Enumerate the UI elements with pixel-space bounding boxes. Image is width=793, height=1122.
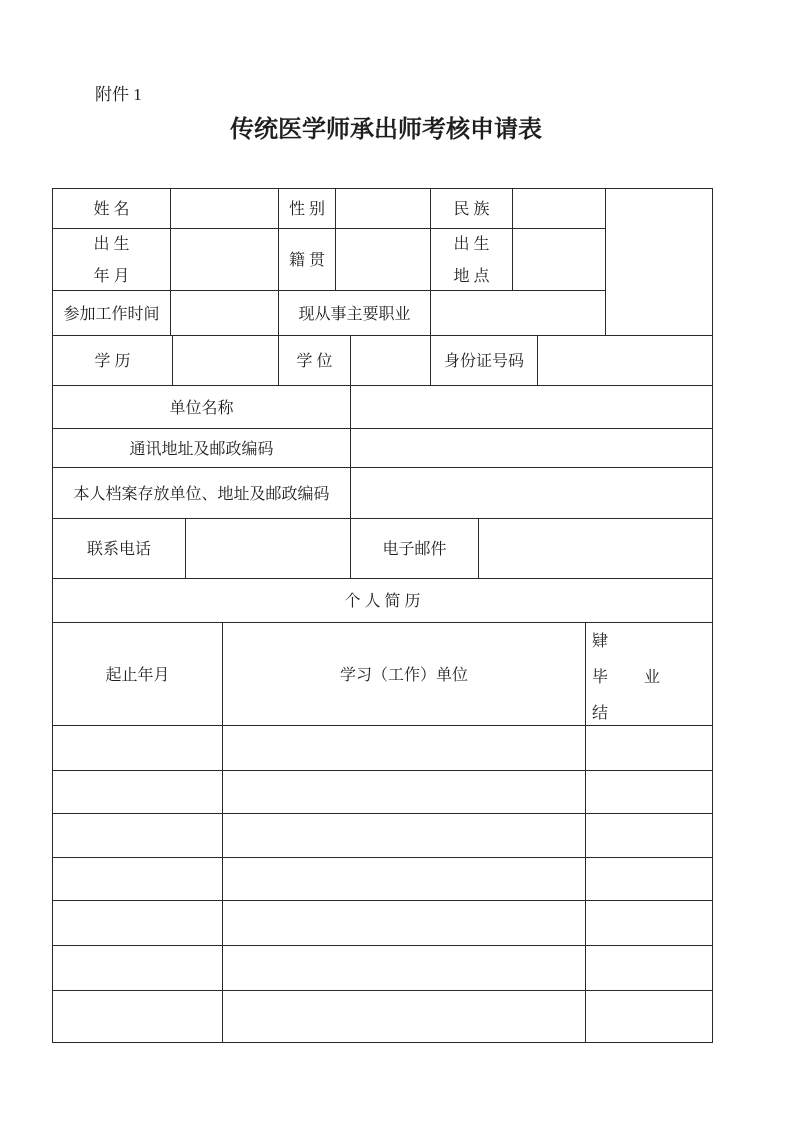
- degree-label: 学 位: [278, 335, 351, 386]
- ethnicity-value-cell: [512, 188, 606, 229]
- employer-label: 单位名称: [52, 385, 351, 429]
- archive-label: 本人档案存放单位、地址及邮政编码: [52, 467, 351, 519]
- birth-place-label-line-2: 地 点: [453, 267, 490, 285]
- birth-date-label-line-1: 出 生: [93, 235, 130, 253]
- address-value-cell: [350, 428, 713, 468]
- birth-place-label: [430, 228, 513, 291]
- name-value-cell: [170, 188, 279, 229]
- resume-period-cell: [52, 857, 223, 901]
- birth-date-value-cell: [170, 228, 279, 291]
- completion-mid-right-char: 业: [644, 669, 661, 686]
- gender-value-cell: [335, 188, 431, 229]
- birth-date-label-line-2: 年 月: [93, 267, 130, 285]
- resume-period-cell: [52, 900, 223, 946]
- resume-col-unit-header: 学习（工作）单位: [222, 622, 586, 726]
- occupation-value-cell: [430, 290, 606, 336]
- id-number-value-cell: [537, 335, 713, 386]
- work-start-label: 参加工作时间: [52, 290, 171, 336]
- email-label: 电子邮件: [350, 518, 479, 579]
- resume-unit-cell: [222, 945, 586, 991]
- work-start-value-cell: [170, 290, 279, 336]
- resume-completion-cell: [585, 770, 713, 814]
- gender-label: 性 别: [278, 188, 336, 229]
- resume-period-cell: [52, 990, 223, 1043]
- resume-col-completion-header: [585, 622, 713, 726]
- completion-top-char: 肄: [592, 633, 609, 650]
- education-label: 学 历: [52, 335, 173, 386]
- resume-completion-cell: [585, 990, 713, 1043]
- phone-label: 联系电话: [52, 518, 186, 579]
- archive-value-cell: [350, 467, 713, 519]
- birth-date-label: [52, 228, 171, 291]
- education-value-cell: [172, 335, 279, 386]
- resume-period-cell: [52, 725, 223, 771]
- resume-col-period-header: 起止年月: [52, 622, 223, 726]
- phone-value-cell: [185, 518, 351, 579]
- email-value-cell: [478, 518, 713, 579]
- form-title: 传统医学师承出师考核申请表: [230, 117, 542, 143]
- native-place-value-cell: [335, 228, 431, 291]
- ethnicity-label: 民 族: [430, 188, 513, 229]
- resume-completion-cell: [585, 857, 713, 901]
- degree-value-cell: [350, 335, 431, 386]
- birth-place-value-cell: [512, 228, 606, 291]
- occupation-label: 现从事主要职业: [278, 290, 431, 336]
- native-place-label: 籍 贯: [278, 228, 336, 291]
- resume-period-cell: [52, 945, 223, 991]
- resume-completion-cell: [585, 945, 713, 991]
- birth-place-label-line-1: 出 生: [453, 235, 490, 253]
- completion-bottom-char: 结: [592, 705, 609, 722]
- employer-value-cell: [350, 385, 713, 429]
- resume-period-cell: [52, 770, 223, 814]
- resume-unit-cell: [222, 725, 586, 771]
- address-label: 通讯地址及邮政编码: [52, 428, 351, 468]
- id-number-label: 身份证号码: [430, 335, 538, 386]
- completion-mid-left-char: 毕: [592, 669, 609, 686]
- resume-unit-cell: [222, 990, 586, 1043]
- resume-section-title: 个 人 简 历: [52, 578, 713, 623]
- resume-completion-cell: [585, 900, 713, 946]
- resume-unit-cell: [222, 900, 586, 946]
- photo-cell: [605, 188, 713, 336]
- attachment-label: 附件 1: [95, 85, 142, 104]
- name-label: 姓 名: [52, 188, 171, 229]
- resume-unit-cell: [222, 813, 586, 858]
- resume-period-cell: [52, 813, 223, 858]
- resume-unit-cell: [222, 857, 586, 901]
- resume-completion-cell: [585, 725, 713, 771]
- resume-unit-cell: [222, 770, 586, 814]
- resume-completion-cell: [585, 813, 713, 858]
